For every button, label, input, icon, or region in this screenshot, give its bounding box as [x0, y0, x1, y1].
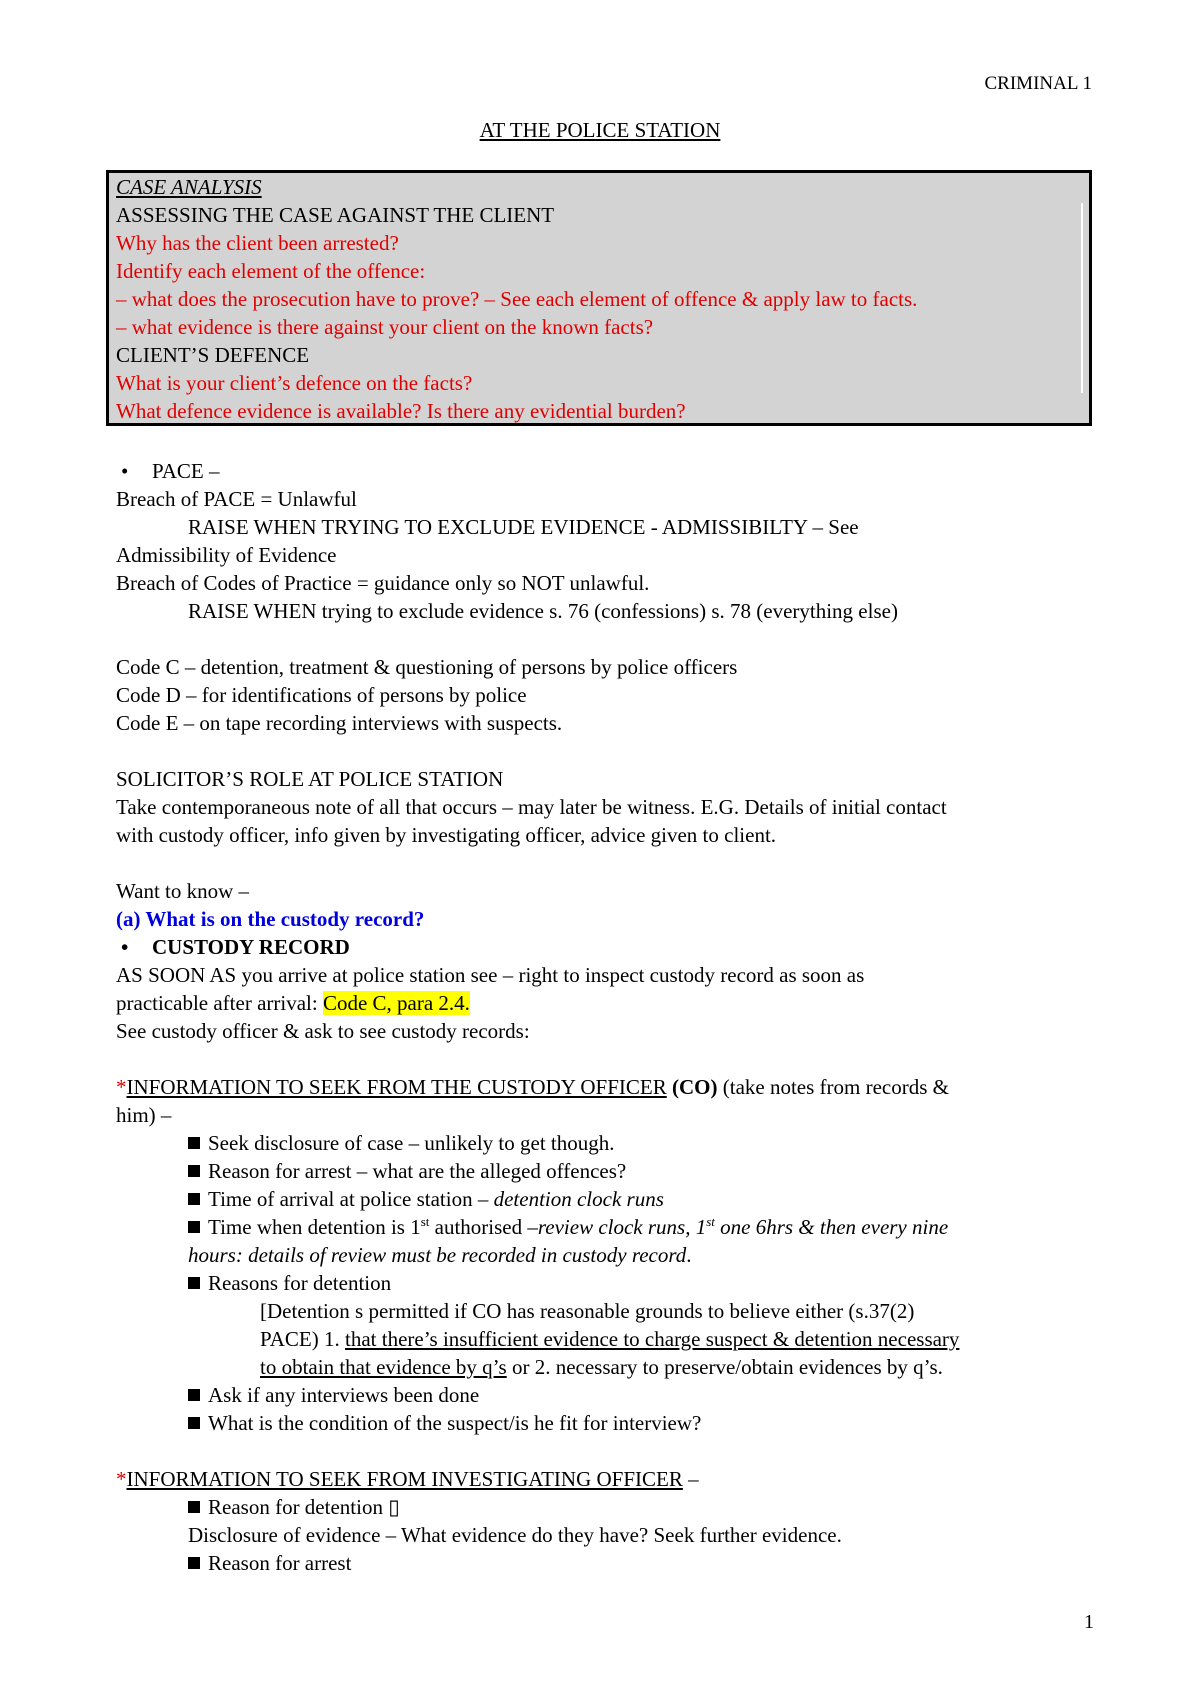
co-heading-tail: (take notes from records &: [717, 1075, 950, 1099]
solicitor-line: with custody officer, info given by investigating officer, advice given to client.: [116, 823, 777, 847]
co-item-cont: [188, 1241, 692, 1269]
case-question: Why has the client been arrested?: [116, 231, 399, 255]
co-item: [188, 1185, 664, 1213]
asterisk: *: [116, 1075, 127, 1099]
square-bullet-icon: [188, 1277, 200, 1289]
code-line: Code E – on tape recording interviews with suspects.: [116, 711, 563, 735]
co-item-italic: review clock runs, 1: [537, 1215, 707, 1239]
io-heading: INFORMATION TO SEEK FROM INVESTIGATING OFFICER: [126, 1467, 683, 1491]
detention-text: PACE) 1.: [260, 1327, 345, 1351]
io-item: [188, 1549, 351, 1577]
running-header: CRIMINAL 1: [984, 73, 1092, 94]
pace-line: Breach of Codes of Practice = guidance only so NOT unlawful.: [116, 571, 650, 595]
co-item-text: What is the condition of the suspect/is he fit for interview?: [208, 1411, 702, 1435]
co-item: [188, 1157, 626, 1185]
square-bullet-icon: [188, 1137, 200, 1149]
square-bullet-icon: [188, 1389, 200, 1401]
pace-line: RAISE WHEN TRYING TO EXCLUDE EVIDENCE - ADMISSIBILTY – See: [188, 515, 859, 539]
co-heading-line: [116, 1073, 949, 1101]
co-item-text: Seek disclosure of case – unlikely to get though.: [208, 1131, 615, 1155]
solicitor-heading: SOLICITOR’S ROLE AT POLICE STATION: [116, 767, 504, 791]
code-line: Code C – detention, treatment & questioning of persons by police officers: [116, 655, 738, 679]
page-number: 1: [1084, 1611, 1094, 1633]
io-item-text: Reason for detention ▯: [208, 1495, 400, 1519]
co-heading: INFORMATION TO SEEK FROM THE CUSTODY OFFICER: [126, 1075, 667, 1099]
page-title: AT THE POLICE STATION: [479, 118, 721, 142]
detention-underlined: to obtain that evidence by q’s: [260, 1355, 507, 1379]
co-item: [188, 1269, 391, 1297]
square-bullet-icon: [188, 1193, 200, 1205]
co-item-text: Ask if any interviews been done: [208, 1383, 480, 1407]
case-question: What defence evidence is available? Is there any evidential burden?: [116, 399, 686, 423]
co-item-text: Time of arrival at police station –: [208, 1187, 494, 1211]
square-bullet-icon: [188, 1221, 200, 1233]
square-bullet-icon: [188, 1165, 200, 1177]
pace-bullet: • PACE –: [116, 457, 220, 485]
case-analysis-heading: CASE ANALYSIS: [116, 175, 262, 199]
co-item-text: Time when detention is 1: [208, 1215, 421, 1239]
co-item-text: Reason for arrest – what are the alleged offences?: [208, 1159, 627, 1183]
square-bullet-icon: [188, 1557, 200, 1569]
detention-line: [Detention s permitted if CO has reasonable grounds to believe either (s.37(2): [260, 1299, 915, 1323]
pace-line: Admissibility of Evidence: [116, 543, 337, 567]
io-item: [188, 1493, 400, 1521]
code-c-highlight: Code C, para 2.4.: [322, 991, 470, 1015]
box-inner-rule: [1081, 203, 1083, 393]
co-item-text: .: [686, 1243, 692, 1267]
case-question: – what does the prosecution have to prove? – See each element of offence & apply law to facts.: [116, 287, 918, 311]
superscript: st: [420, 1214, 430, 1229]
detention-underlined: that there’s insufficient evidence to charge suspect & detention necessary: [345, 1327, 960, 1351]
co-item: [188, 1129, 615, 1157]
asterisk: *: [116, 1467, 127, 1491]
square-bullet-icon: [188, 1417, 200, 1429]
co-item: [188, 1213, 948, 1241]
want-intro: Want to know –: [116, 879, 250, 903]
custody-line: AS SOON AS you arrive at police station see – right to inspect custody record as soon as: [116, 963, 865, 987]
case-question: Identify each element of the offence:: [116, 259, 426, 283]
question-a: (a) What is on the custody record?: [116, 907, 425, 931]
co-item: [188, 1381, 479, 1409]
case-question: What is your client’s defence on the facts?: [116, 371, 473, 395]
io-line: Disclosure of evidence – What evidence do they have? Seek further evidence.: [188, 1523, 842, 1547]
io-heading-tail: –: [682, 1467, 699, 1491]
detention-line: [260, 1353, 943, 1381]
custody-record-bullet: • CUSTODY RECORD: [116, 933, 350, 961]
code-line: Code D – for identifications of persons by police: [116, 683, 527, 707]
custody-line: [116, 989, 470, 1017]
custody-text: practicable after arrival:: [116, 991, 323, 1015]
co-item-italic: one 6hrs & then every nine: [714, 1215, 949, 1239]
co-abbrev: (CO): [672, 1075, 718, 1099]
co-item-italic: hours: details of review must be recorded in custody record: [188, 1243, 687, 1267]
io-item-text: Reason for arrest: [208, 1551, 352, 1575]
co-heading-cont: him) –: [116, 1103, 172, 1127]
co-item-text: Reasons for detention: [208, 1271, 392, 1295]
io-heading-line: [116, 1465, 699, 1493]
detention-text: or 2. necessary to preserve/obtain evidences by q’s.: [506, 1355, 943, 1379]
superscript: st: [706, 1214, 715, 1229]
co-item-text: authorised –: [429, 1215, 538, 1239]
co-item: [188, 1409, 701, 1437]
solicitor-line: Take contemporaneous note of all that occurs – may later be witness. E.G. Details of initial contact: [116, 795, 947, 819]
case-question: – what evidence is there against your client on the known facts?: [116, 315, 654, 339]
case-sub-heading: ASSESSING THE CASE AGAINST THE CLIENT: [116, 203, 555, 227]
square-bullet-icon: [188, 1501, 200, 1513]
detention-line: [260, 1325, 959, 1353]
co-item-italic: detention clock runs: [493, 1187, 664, 1211]
pace-line: RAISE WHEN trying to exclude evidence s. 76 (confessions) s. 78 (everything else): [188, 599, 898, 623]
case-sub-heading: CLIENT’S DEFENCE: [116, 343, 310, 367]
custody-line: See custody officer & ask to see custody records:: [116, 1019, 530, 1043]
pace-line: Breach of PACE = Unlawful: [116, 487, 357, 511]
